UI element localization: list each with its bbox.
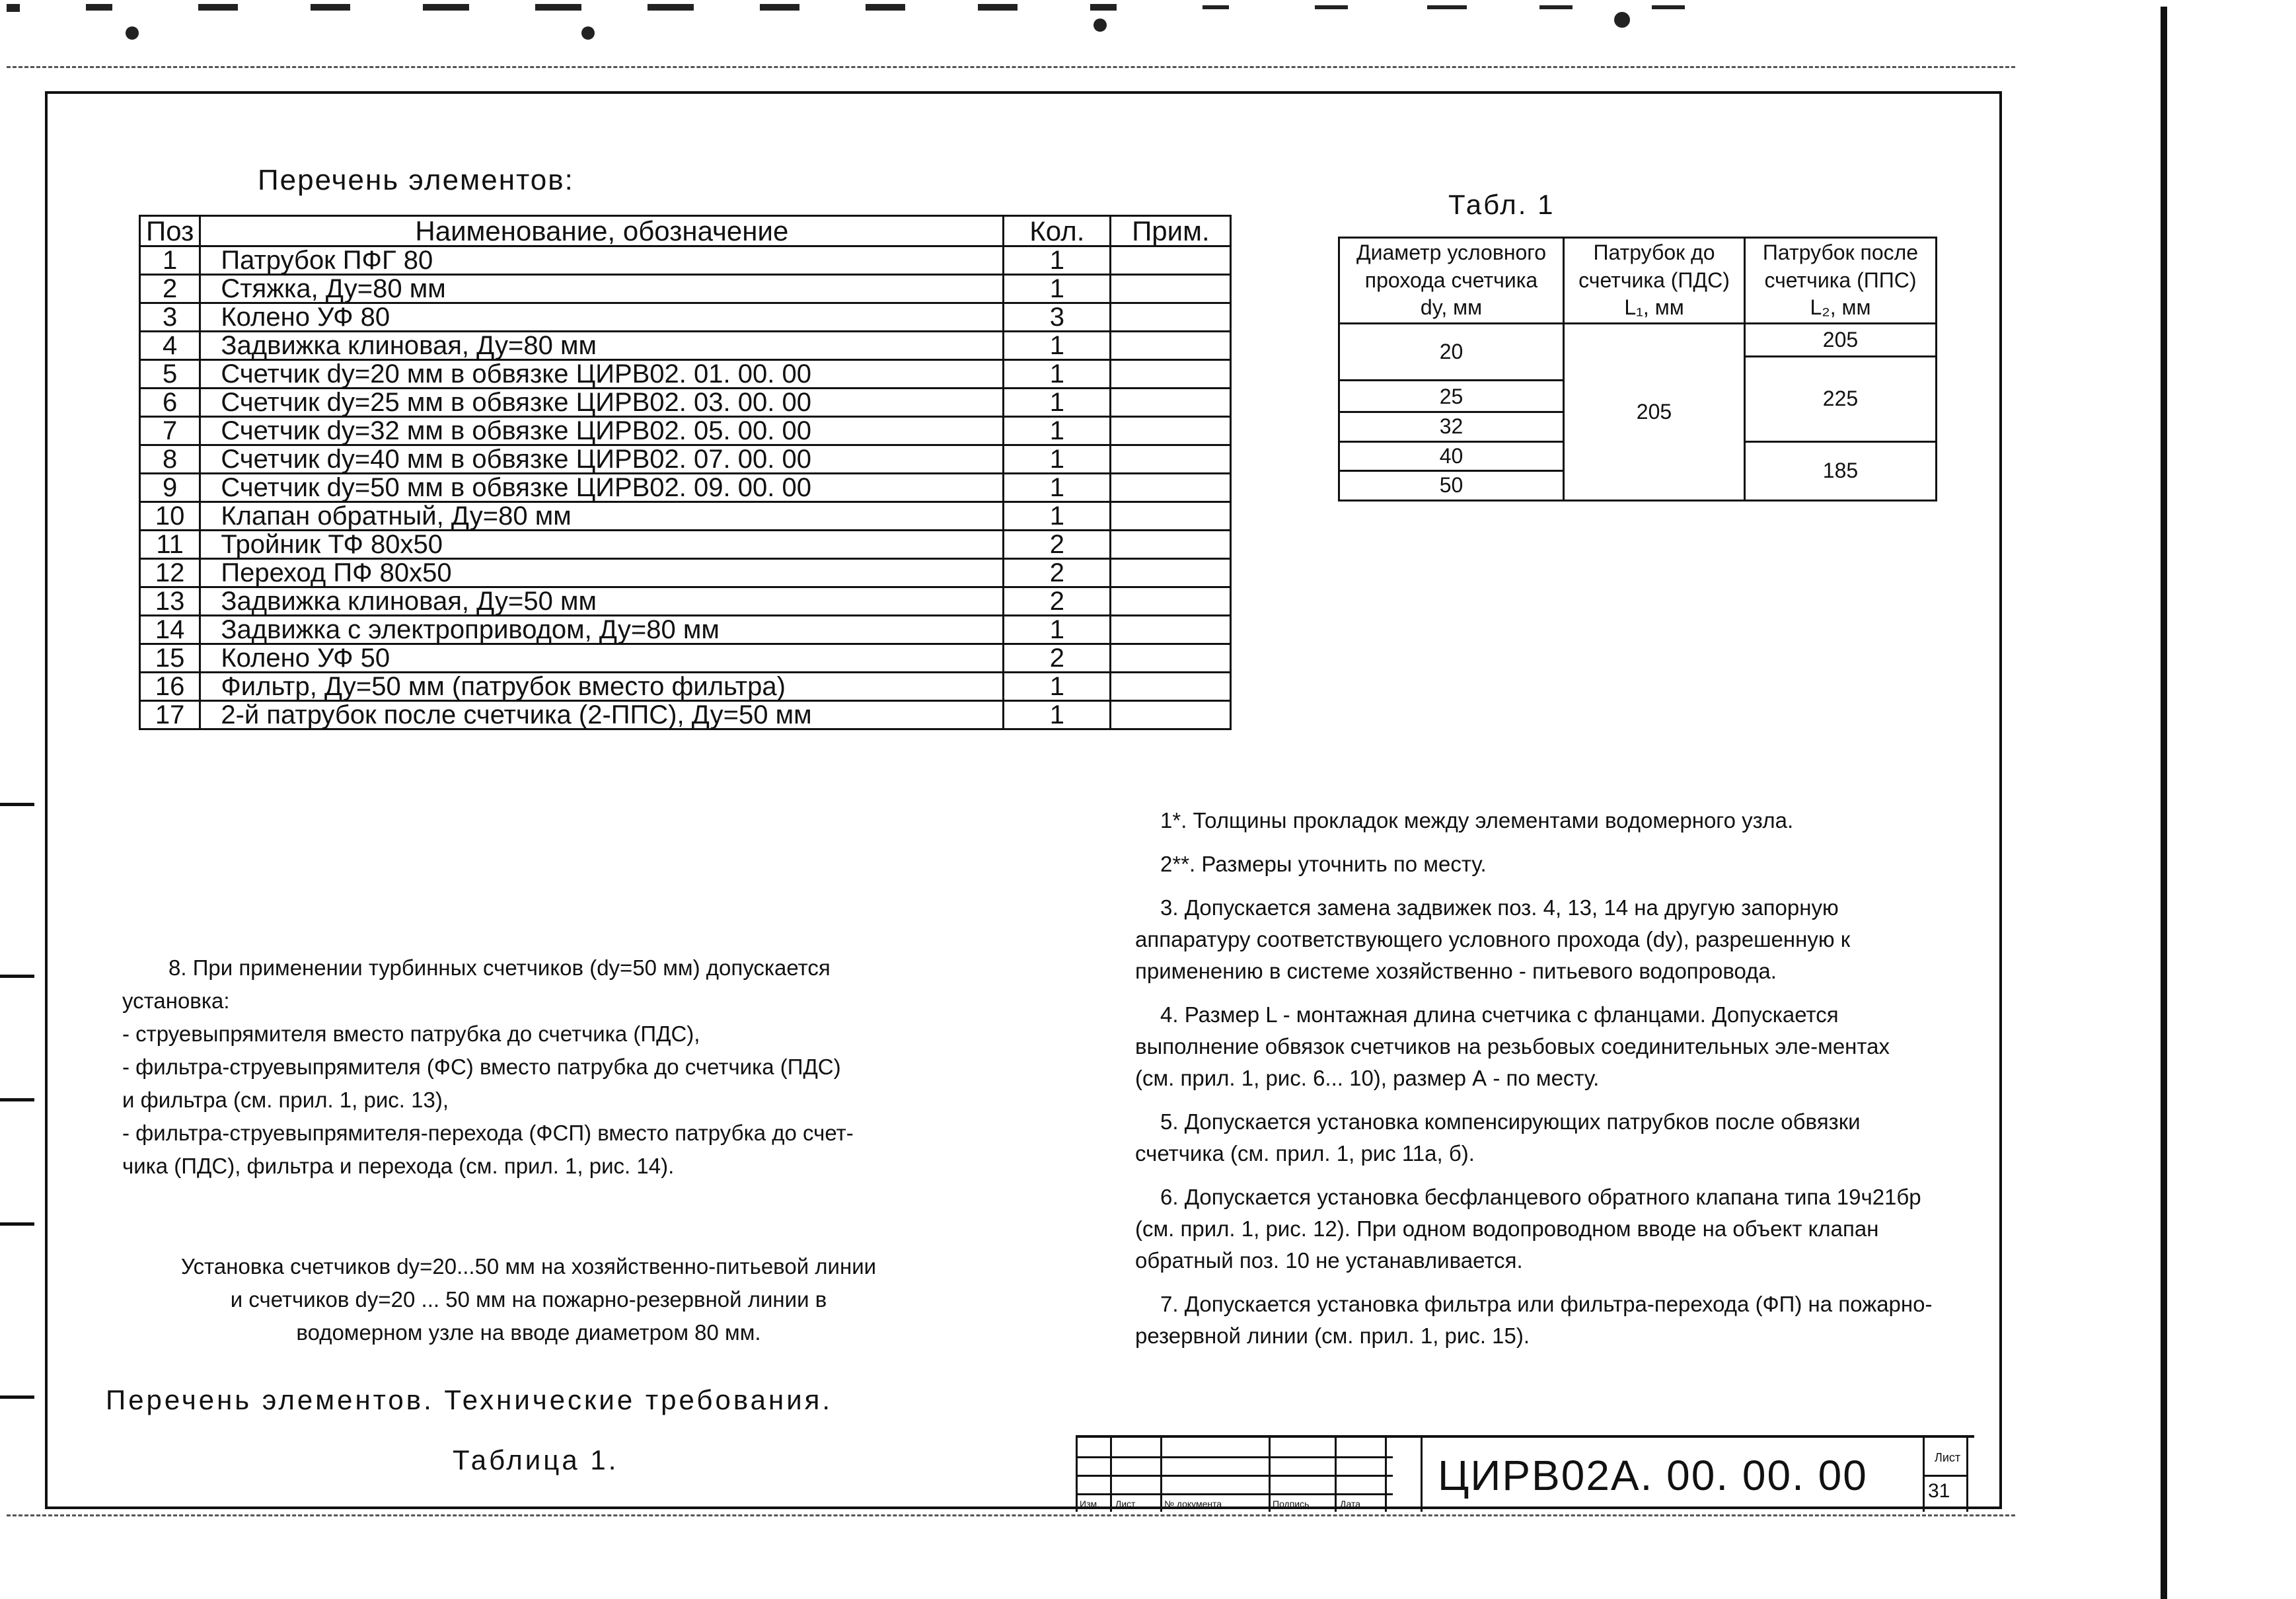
table1-header-line: Диаметр условного <box>1356 241 1547 265</box>
spec-row <box>140 673 1231 701</box>
note-8-line: чика (ПДС), фильтра и перехода (см. прил. 1, рис. 14). <box>122 1154 675 1178</box>
spec-row <box>140 616 1231 644</box>
spec-note <box>1111 531 1231 559</box>
spec-qty: 1 <box>1004 360 1111 389</box>
spec-row <box>140 644 1231 673</box>
spec-qty: 1 <box>1004 445 1111 474</box>
scan-edge <box>2161 7 2167 1599</box>
sheet-caption: Перечень элементов. Технические требования. <box>106 1384 833 1415</box>
scan-line <box>7 66 2015 68</box>
spec-note <box>1111 389 1231 417</box>
spec-note <box>1111 474 1231 502</box>
spec-note <box>1111 616 1231 644</box>
spec-pos: 12 <box>140 559 200 587</box>
spec-qty: 2 <box>1004 644 1111 673</box>
stamp-row-line <box>1076 1456 1393 1458</box>
spec-name: Задвижка с электроприводом, Ду=80 мм <box>200 616 1004 644</box>
table1-header-line: dy, мм <box>1420 295 1483 320</box>
margin-mark <box>0 1222 34 1226</box>
spec-pos: 15 <box>140 644 200 673</box>
table1-row <box>1339 324 1937 357</box>
spec-qty: 2 <box>1004 559 1111 587</box>
requirement-item: 7. Допускается установка фильтра или фильтра-перехода (ФП) на пожарно-резервной линии (см. прил. 1, рис. 15). <box>1135 1292 1933 1348</box>
spec-header-note: Прим. <box>1111 216 1231 246</box>
stamp-label-sign: Подпись <box>1273 1499 1310 1509</box>
spec-note <box>1111 360 1231 389</box>
requirement-item: 1*. Толщины прокладок между элементами водомерного узла. <box>1160 808 1794 833</box>
spec-note <box>1111 587 1231 616</box>
spec-header-pos: Поз <box>140 216 200 246</box>
note-8-line: и фильтра (см. прил. 1, рис. 13), <box>122 1088 449 1112</box>
spec-note <box>1111 559 1231 587</box>
note-8-line: - фильтра-струевыпрямителя-перехода (ФСП) вместо патрубка до счет- <box>122 1121 854 1145</box>
spec-pos: 9 <box>140 474 200 502</box>
table1-diameter: 25 <box>1339 381 1564 412</box>
spec-row <box>140 701 1231 729</box>
table1-diameter: 40 <box>1339 441 1564 471</box>
spec-pos: 2 <box>140 275 200 303</box>
spec-pos: 17 <box>140 701 200 729</box>
spec-note <box>1111 445 1231 474</box>
spec-name: Счетчик dy=20 мм в обвязке ЦИРВ02. 01. 00. 00 <box>200 360 1004 389</box>
spec-pos: 16 <box>140 673 200 701</box>
table1-pds-value: 205 <box>1564 324 1745 501</box>
sheet-number: 31 <box>1928 1480 1950 1502</box>
spec-qty: 1 <box>1004 616 1111 644</box>
spec-name: Счетчик dy=40 мм в обвязке ЦИРВ02. 07. 00. 00 <box>200 445 1004 474</box>
spec-row <box>140 559 1231 587</box>
table-caption: Таблица 1. <box>453 1444 619 1475</box>
installation-line: водомерном узле на вводе диаметром 80 мм. <box>296 1320 761 1345</box>
spec-note <box>1111 502 1231 531</box>
spec-name: Клапан обратный, Ду=80 мм <box>200 502 1004 531</box>
table1-diameter: 32 <box>1339 412 1564 442</box>
table1-header-line: Патрубок после <box>1762 241 1919 265</box>
stamp-row-line <box>1076 1475 1393 1477</box>
spec-pos: 1 <box>140 246 200 275</box>
spec-pos: 7 <box>140 417 200 445</box>
table1-diameter: 50 <box>1339 471 1564 501</box>
spec-table <box>139 215 1232 730</box>
note-8-line: - фильтра-струевыпрямителя (ФС) вместо патрубка до счетчика (ПДС) <box>122 1055 841 1079</box>
scan-line <box>7 1514 2015 1516</box>
spec-row <box>140 389 1231 417</box>
installation-line: и счетчиков dy=20 ... 50 мм на пожарно-резервной линии в <box>230 1287 827 1312</box>
stamp-row-line <box>1076 1493 1393 1495</box>
requirement-item: 2**. Размеры уточнить по месту. <box>1160 852 1487 876</box>
stamp-label-list: Лист <box>1115 1499 1136 1509</box>
spec-note <box>1111 701 1231 729</box>
table1-header-diameter <box>1339 238 1564 324</box>
spec-note <box>1111 275 1231 303</box>
installation-description <box>73 1250 984 1349</box>
spec-row <box>140 246 1231 275</box>
table1-header-line: L₁, мм <box>1624 295 1684 320</box>
table1-header-pps <box>1745 238 1937 324</box>
margin-mark <box>0 803 34 806</box>
spec-qty: 1 <box>1004 417 1111 445</box>
spec-qty: 1 <box>1004 332 1111 360</box>
scan-noise <box>0 0 2296 40</box>
spec-header-name: Наименование, обозначение <box>200 216 1004 246</box>
installation-line: Установка счетчиков dy=20...50 мм на хозяйственно-питьевой линии <box>180 1254 877 1279</box>
spec-pos: 5 <box>140 360 200 389</box>
spec-name: Счетчик dy=25 мм в обвязке ЦИРВ02. 03. 00. 00 <box>200 389 1004 417</box>
spec-pos: 4 <box>140 332 200 360</box>
stamp-label-izm: Изм. <box>1080 1499 1099 1509</box>
margin-mark <box>0 1098 34 1101</box>
spec-name: Тройник ТФ 80х50 <box>200 531 1004 559</box>
spec-note <box>1111 332 1231 360</box>
table1-header-line: L₂, мм <box>1810 295 1871 320</box>
note-8 <box>122 951 994 1183</box>
requirement-item: 5. Допускается установка компенсирующих патрубков после обвязки счетчика (см. прил. 1, рис 11а, б). <box>1135 1109 1861 1166</box>
spec-row <box>140 445 1231 474</box>
spec-name: Колено УФ 80 <box>200 303 1004 332</box>
spec-qty: 1 <box>1004 673 1111 701</box>
table1-header-pds <box>1564 238 1745 324</box>
spec-name: Задвижка клиновая, Ду=50 мм <box>200 587 1004 616</box>
spec-qty: 2 <box>1004 587 1111 616</box>
stamp-divider <box>1966 1438 1968 1512</box>
spec-note <box>1111 417 1231 445</box>
margin-mark <box>0 975 34 978</box>
spec-header-row <box>140 216 1231 246</box>
stamp-label-doc: № документа <box>1164 1499 1222 1509</box>
spec-header-qty: Кол. <box>1004 216 1111 246</box>
spec-note <box>1111 303 1231 332</box>
technical-requirements <box>1135 805 1935 1364</box>
table1-header-line: прохода счетчика <box>1364 268 1538 292</box>
spec-name: Счетчик dy=32 мм в обвязке ЦИРВ02. 05. 00. 00 <box>200 417 1004 445</box>
spec-row <box>140 502 1231 531</box>
spec-name: Патрубок ПФГ 80 <box>200 246 1004 275</box>
stamp-label-date: Дата <box>1340 1499 1361 1509</box>
spec-qty: 1 <box>1004 275 1111 303</box>
table1-header-line: счетчика (ППС) <box>1764 268 1917 292</box>
spec-pos: 11 <box>140 531 200 559</box>
spec-note <box>1111 644 1231 673</box>
table1-title: Табл. 1 <box>1448 189 1555 220</box>
table1-diameter: 20 <box>1339 324 1564 381</box>
requirement-item: 4. Размер L - монтажная длина счетчика с фланцами. Допускается выполнение обвязок счетчиков на резьбовых соединительных эле-ментах (см. прил. 1, рис. 6... 10), размер А - по месту. <box>1135 1002 1890 1090</box>
spec-qty: 1 <box>1004 389 1111 417</box>
table1-header-line: счетчика (ПДС) <box>1578 268 1730 292</box>
document-code: ЦИРВ02А. 00. 00. 00 <box>1438 1452 1868 1499</box>
stamp-row-line <box>1923 1475 1966 1477</box>
spec-pos: 13 <box>140 587 200 616</box>
spec-pos: 14 <box>140 616 200 644</box>
table1-pps-value: 225 <box>1745 357 1937 442</box>
table1-header-row <box>1339 238 1937 324</box>
spec-name: Счетчик dy=50 мм в обвязке ЦИРВ02. 09. 00. 00 <box>200 474 1004 502</box>
spec-qty: 1 <box>1004 474 1111 502</box>
spec-row <box>140 332 1231 360</box>
note-8-line: - струевыпрямителя вместо патрубка до счетчика (ПДС), <box>122 1022 700 1046</box>
spec-pos: 6 <box>140 389 200 417</box>
requirement-item: 6. Допускается установка бесфланцевого обратного клапана типа 19ч21бр (см. прил. 1, рис. 12). При одном водопроводном вводе на объект клапан обратный поз. 10 не устанавливается. <box>1135 1185 1921 1273</box>
title-block <box>1076 1435 1974 1512</box>
margin-mark <box>0 1395 34 1399</box>
table1-pps-value: 185 <box>1745 441 1937 500</box>
spec-row <box>140 360 1231 389</box>
requirement-item: 3. Допускается замена задвижек поз. 4, 13, 14 на другую запорную аппаратуру соответствующего условного прохода (dy), разрешенную к применению в системе хозяйственно - питьевого водопровода. <box>1135 895 1851 983</box>
spec-row <box>140 303 1231 332</box>
spec-name: Колено УФ 50 <box>200 644 1004 673</box>
spec-name: Переход ПФ 80х50 <box>200 559 1004 587</box>
note-8-line: установка: <box>122 988 230 1013</box>
sheet-label: Лист <box>1935 1451 1961 1464</box>
spec-pos: 8 <box>140 445 200 474</box>
spec-pos: 10 <box>140 502 200 531</box>
spec-title: Перечень элементов: <box>258 164 574 196</box>
spec-qty: 1 <box>1004 701 1111 729</box>
spec-qty: 2 <box>1004 531 1111 559</box>
table1-header-line: Патрубок до <box>1593 241 1715 265</box>
spec-name: 2-й патрубок после счетчика (2-ППС), Ду=50 мм <box>200 701 1004 729</box>
spec-row <box>140 587 1231 616</box>
note-8-line: 8. При применении турбинных счетчиков (dy=50 мм) допускается <box>168 955 831 980</box>
spec-row <box>140 275 1231 303</box>
spec-note <box>1111 246 1231 275</box>
spec-name: Задвижка клиновая, Ду=80 мм <box>200 332 1004 360</box>
table1 <box>1338 237 1937 502</box>
table1-pps-value: 205 <box>1745 324 1937 357</box>
spec-row <box>140 474 1231 502</box>
stamp-divider <box>1421 1438 1423 1512</box>
spec-qty: 1 <box>1004 502 1111 531</box>
spec-note <box>1111 673 1231 701</box>
spec-row <box>140 417 1231 445</box>
spec-pos: 3 <box>140 303 200 332</box>
spec-name: Фильтр, Ду=50 мм (патрубок вместо фильтра) <box>200 673 1004 701</box>
spec-row <box>140 531 1231 559</box>
spec-name: Стяжка, Ду=80 мм <box>200 275 1004 303</box>
spec-qty: 3 <box>1004 303 1111 332</box>
spec-qty: 1 <box>1004 246 1111 275</box>
